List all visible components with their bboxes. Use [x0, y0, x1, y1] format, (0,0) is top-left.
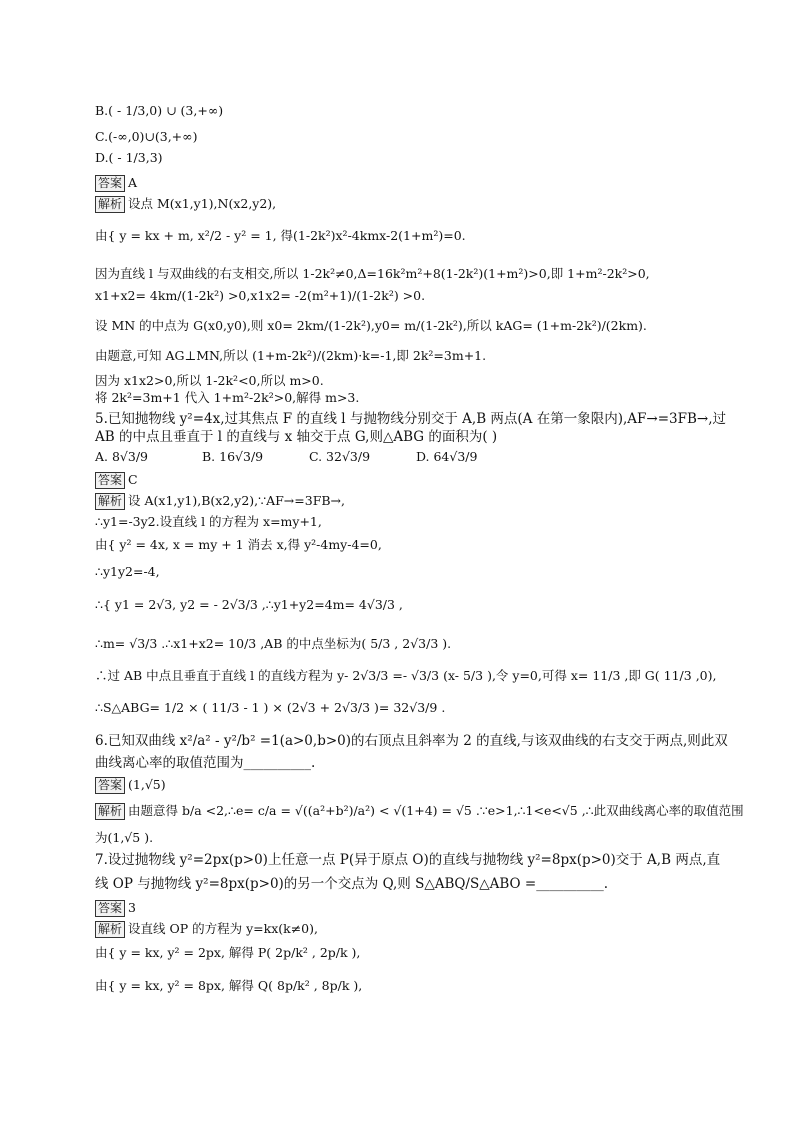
question-5-cont: AB 的中点且垂直于 l 的直线与 x 轴交于点 G,则△ABG 的面积为( ): [95, 429, 498, 445]
solution-line: 由题意,可知 AG⊥MN,所以 (1+m-2k²)/(2km)·k=-1,即 2k²=3m+1.: [95, 348, 487, 363]
solution-line: ∴过 AB 中点且垂直于直线 l 的直线方程为 y- 2√3/3 =- √3/3 (x- 5/3 ),令 y=0,可得 x= 11/3 ,即 G( 11/3 ,0),: [95, 668, 717, 683]
analysis-row: [95, 803, 744, 820]
analysis-text: 设 A(x1,y1),B(x2,y2),∵AF→=3FB→,: [128, 493, 345, 508]
answer-tag: 答案: [95, 900, 125, 917]
answer-text: C: [128, 472, 138, 487]
question-6: 6.已知双曲线 x²/a² - y²/b² =1(a>0,b>0)的右顶点且斜率为 2 的直线,与该双曲线的右支交于两点,则此双: [95, 733, 728, 749]
analysis-row: [95, 493, 345, 510]
analysis-tag: 解析: [95, 921, 125, 938]
answer-tag: 答案: [95, 777, 125, 794]
answer-row: [95, 777, 166, 794]
question-5: 5.已知抛物线 y²=4x,过其焦点 F 的直线 l 与抛物线分别交于 A,B 两点(A 在第一象限内),AF→=3FB→,过: [95, 411, 726, 427]
choice-d: D. 64√3/9: [415, 449, 478, 464]
answer-row: [95, 175, 137, 192]
answer-text: (1,√5): [128, 777, 166, 792]
analysis-text: 设直线 OP 的方程为 y=kx(k≠0),: [128, 921, 318, 936]
analysis-row: [95, 921, 318, 938]
choice-c: C. 32√3/9: [308, 449, 371, 464]
analysis-text: 由题意得 b/a <2,∴e= c/a = √((a²+b²)/a²) < √(1+4) = √5 .∵e>1,∴1<e<√5 ,∴此双曲线离心率的取值范围: [128, 803, 744, 818]
answer-tag: 答案: [95, 472, 125, 489]
choice-a: A. 8√3/9: [95, 449, 149, 464]
question-7-cont: 线 OP 与抛物线 y²=8px(p>0)的另一个交点为 Q,则 S△ABQ/S△ABO =__________.: [95, 876, 608, 892]
solution-line: ∴y1=-3y2.设直线 l 的方程为 x=my+1,: [95, 514, 322, 529]
option-c: C.(-∞,0)∪(3,+∞): [95, 129, 198, 144]
solution-line: ∴m= √3/3 .∴x1+x2= 10/3 ,AB 的中点坐标为( 5/3 , 2√3/3 ).: [95, 636, 452, 651]
solution-line: 设 MN 的中点为 G(x0,y0),则 x0= 2km/(1-2k²),y0= m/(1-2k²),所以 kAG= (1+m-2k²)/(2km).: [95, 318, 647, 333]
answer-row: [95, 900, 136, 917]
solution-line: 因为直线 l 与双曲线的右支相交,所以 1-2k²≠0,Δ=16k²m²+8(1-2k²)(1+m²)>0,即 1+m²-2k²>0,: [95, 266, 650, 281]
analysis-tag: 解析: [95, 493, 125, 510]
question-6-cont: 曲线离心率的取值范围为__________.: [95, 755, 316, 771]
option-b: B.( - 1/3,0) ∪ (3,+∞): [95, 103, 224, 118]
analysis-tag: 解析: [95, 803, 125, 820]
option-d: D.( - 1/3,3): [95, 150, 163, 165]
solution-line: 由{ y = kx, y² = 2px, 解得 P( 2p/k² , 2p/k ),: [95, 945, 361, 960]
solution-line: ∴y1y2=-4,: [95, 564, 160, 579]
solution-line: 由{ y = kx, y² = 8px, 解得 Q( 8p/k² , 8p/k ),: [95, 978, 363, 993]
solution-line: ∴{ y1 = 2√3, y2 = - 2√3/3 ,∴y1+y2=4m= 4√3/3 ,: [95, 597, 403, 612]
solution-line: 将 2k²=3m+1 代入 1+m²-2k²>0,解得 m>3.: [95, 390, 360, 405]
question-5-choices: [95, 449, 519, 465]
choice-b: B. 16√3/9: [201, 449, 264, 464]
answer-tag: 答案: [95, 175, 125, 192]
answer-row: [95, 472, 138, 489]
question-7: 7.设过抛物线 y²=2px(p>0)上任意一点 P(异于原点 O)的直线与抛物线 y²=8px(p>0)交于 A,B 两点,直: [95, 852, 721, 868]
solution-line: 由{ y = kx + m, x²/2 - y² = 1, 得(1-2k²)x²-4kmx-2(1+m²)=0.: [95, 228, 466, 243]
solution-line: 由{ y² = 4x, x = my + 1 消去 x,得 y²-4my-4=0,: [95, 537, 382, 552]
solution-line: 为(1,√5 ).: [95, 830, 154, 845]
solution-line: ∴S△ABG= 1/2 × ( 11/3 - 1 ) × (2√3 + 2√3/3 )= 32√3/9 .: [95, 700, 446, 715]
answer-text: 3: [128, 900, 136, 915]
answer-text: A: [128, 175, 138, 190]
analysis-row: [95, 196, 276, 213]
solution-line: 因为 x1x2>0,所以 1-2k²<0,所以 m>0.: [95, 373, 324, 388]
analysis-tag: 解析: [95, 196, 125, 213]
analysis-text: 设点 M(x1,y1),N(x2,y2),: [128, 196, 277, 211]
solution-line: x1+x2= 4km/(1-2k²) >0,x1x2= -2(m²+1)/(1-2k²) >0.: [95, 288, 426, 303]
